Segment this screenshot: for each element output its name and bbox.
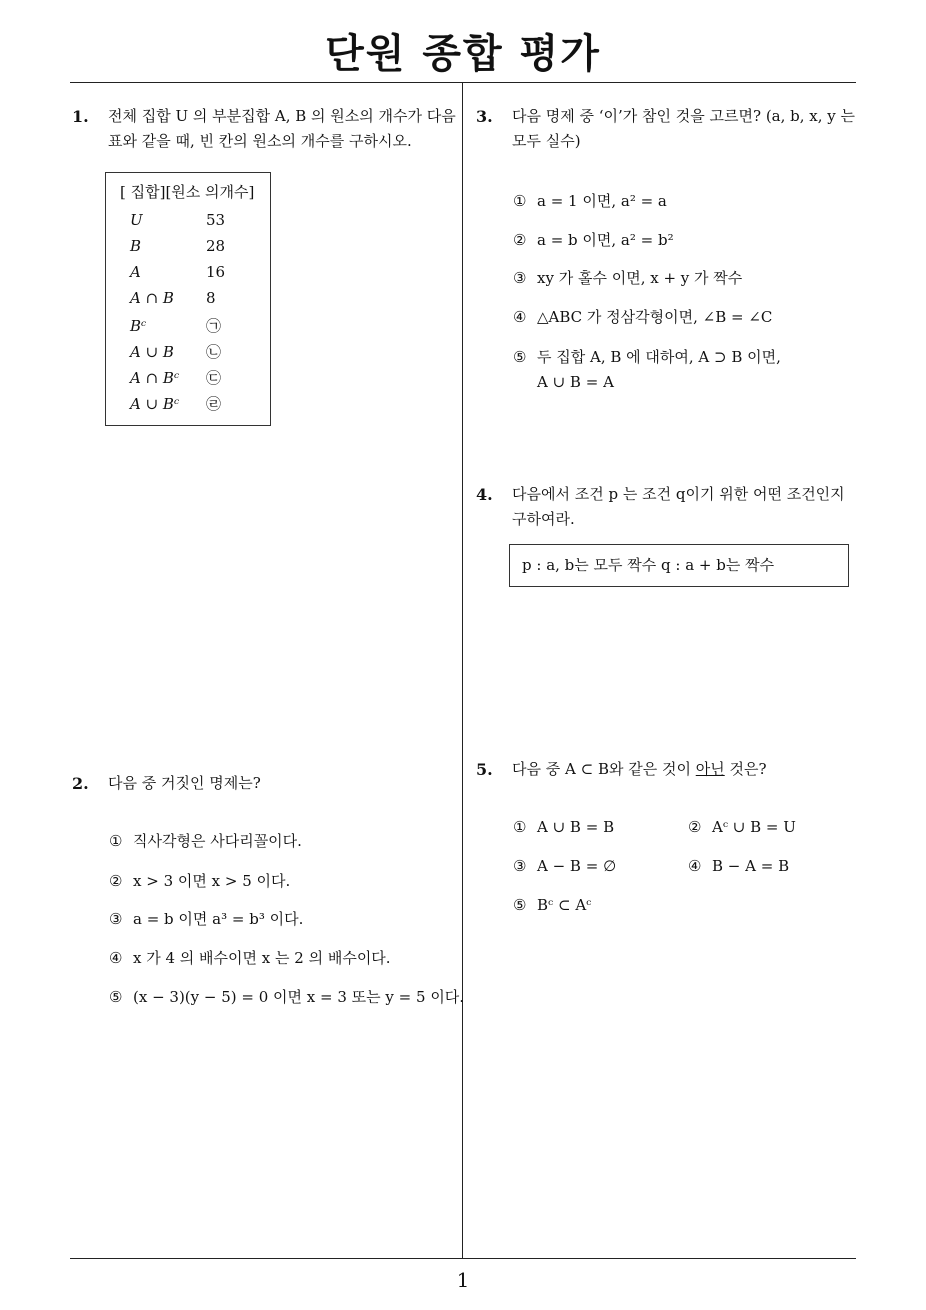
table-row (130, 315, 221, 336)
option-mark: ② (109, 872, 123, 890)
table-cell-count: 53 (206, 211, 226, 229)
table-row (130, 211, 225, 229)
question-number: 2. (72, 774, 89, 793)
option-text: △ABC 가 정삼각형이면, ∠B = ∠C (537, 308, 773, 326)
question-2 (72, 771, 457, 796)
option-text: A − B = ∅ (537, 857, 617, 875)
question-text-line: 전체 집합 U 의 부분집합 A, B 의 원소의 개수가 다음 (108, 107, 456, 125)
option-mark: ① (513, 192, 527, 210)
option-text: x > 3 이면 x > 5 이다. (133, 872, 291, 890)
question-text (108, 104, 457, 154)
option-5 (109, 986, 464, 1007)
option-text: a = b 이면 a³ = b³ 이다. (133, 910, 304, 928)
top-divider (70, 82, 856, 83)
option-2 (513, 229, 674, 250)
table-cell-set: A ∪ Bᶜ (130, 395, 180, 413)
option-text: A ∪ B = B (537, 818, 615, 836)
option-4 (688, 857, 789, 875)
table-cell-set: A ∩ B (130, 289, 174, 307)
option-text: 두 집합 A, B 에 대하여, A ⊃ B 이면, (537, 348, 781, 366)
option-mark: ① (513, 818, 527, 836)
table-header: [ 집합][원소 의개수] (120, 183, 255, 201)
table-cell-set: B (130, 237, 142, 255)
column-divider (462, 82, 463, 1259)
question-text (512, 104, 866, 154)
option-text: Bᶜ ⊂ Aᶜ (537, 896, 592, 914)
option-2 (109, 870, 290, 891)
condition-text: p : a, b는 모두 짝수 q : a + b는 짝수 (522, 556, 775, 574)
option-mark: ④ (688, 857, 702, 875)
option-mark: ④ (109, 949, 123, 967)
table-cell-count: ㉢ (206, 369, 222, 387)
table-cell-set: A ∪ B (130, 343, 174, 361)
bottom-divider (70, 1258, 856, 1259)
question-number: 3. (476, 107, 493, 126)
option-mark: ⑤ (109, 988, 123, 1006)
question-text (512, 482, 866, 532)
option-3 (109, 908, 303, 929)
table-row (130, 393, 221, 414)
option-5 (513, 896, 591, 914)
table-cell-set: U (130, 211, 143, 229)
table-cell-set: Bᶜ (130, 317, 147, 335)
option-mark: ① (109, 832, 123, 850)
option-text: xy 가 홀수 이면, x + y 가 짝수 (537, 269, 743, 287)
question-text (512, 757, 866, 782)
option-mark: ⑤ (513, 348, 527, 366)
table-cell-set: A (130, 263, 141, 281)
question-text-line: 다음 명제 중 ‘이’가 참인 것을 고르면? (a, b, x, y 는 (512, 107, 856, 125)
page-number: 1 (456, 1268, 470, 1292)
question-text: 다음 중 거짓인 명제는? (108, 774, 261, 792)
option-mark: ② (688, 818, 702, 836)
option-mark: ③ (513, 857, 527, 875)
option-mark: ③ (109, 910, 123, 928)
option-mark: ② (513, 231, 527, 249)
question-text-line: 다음에서 조건 p 는 조건 q이기 위한 어떤 조건인지 (512, 485, 845, 503)
option-mark: ③ (513, 269, 527, 287)
option-text: Aᶜ ∪ B = U (712, 818, 796, 836)
question-number: 1. (72, 107, 89, 126)
table-cell-count: 16 (206, 263, 226, 281)
option-text: a = b 이면, a² = b² (537, 231, 674, 249)
option-1 (513, 190, 667, 211)
condition-box (509, 544, 849, 587)
option-2 (688, 818, 796, 836)
table-row (130, 237, 225, 255)
underlined-word: 아닌 (695, 760, 725, 778)
question-text-part: 다음 중 A ⊂ B와 같은 것이 (512, 760, 696, 778)
set-count-table (105, 172, 271, 426)
question-1 (72, 104, 457, 154)
page-title: 단원 종합 평가 (325, 31, 601, 77)
option-text-continued: A ∪ B = A (537, 373, 614, 391)
table-cell-count: 8 (206, 289, 216, 307)
question-text-line: 구하여라. (512, 510, 575, 528)
question-4 (476, 482, 866, 532)
option-4 (109, 947, 391, 968)
table-cell-count: ㉡ (206, 343, 222, 361)
option-text: (x − 3)(y − 5) = 0 이면 x = 3 또는 y = 5 이다. (133, 988, 465, 1006)
table-cell-count: ㉠ (206, 317, 222, 335)
option-5 (513, 345, 781, 395)
table-row (130, 289, 216, 307)
option-text: 직사각형은 사다리꼴이다. (133, 832, 302, 850)
option-1 (513, 818, 614, 836)
question-text-line: 표와 같을 때, 빈 칸의 원소의 개수를 구하시오. (108, 132, 412, 150)
question-text-part: 것은? (724, 760, 767, 778)
option-text: a = 1 이면, a² = a (537, 192, 667, 210)
question-5 (476, 757, 866, 782)
question-number: 5. (476, 760, 493, 779)
table-cell-set: A ∩ Bᶜ (130, 369, 180, 387)
option-1 (109, 830, 302, 851)
option-3 (513, 857, 616, 875)
table-cell-count: 28 (206, 237, 226, 255)
table-row (130, 341, 221, 362)
option-text: B − A = B (712, 857, 790, 875)
table-row (130, 263, 225, 281)
question-number: 4. (476, 485, 493, 504)
option-mark: ⑤ (513, 896, 527, 914)
option-text: x 가 4 의 배수이면 x 는 2 의 배수이다. (133, 949, 391, 967)
option-4 (513, 306, 772, 327)
option-3 (513, 267, 742, 288)
question-text-line: 모두 실수) (512, 132, 581, 150)
option-mark: ④ (513, 308, 527, 326)
table-row (130, 367, 221, 388)
question-3 (476, 104, 866, 154)
table-cell-count: ㉣ (206, 395, 222, 413)
